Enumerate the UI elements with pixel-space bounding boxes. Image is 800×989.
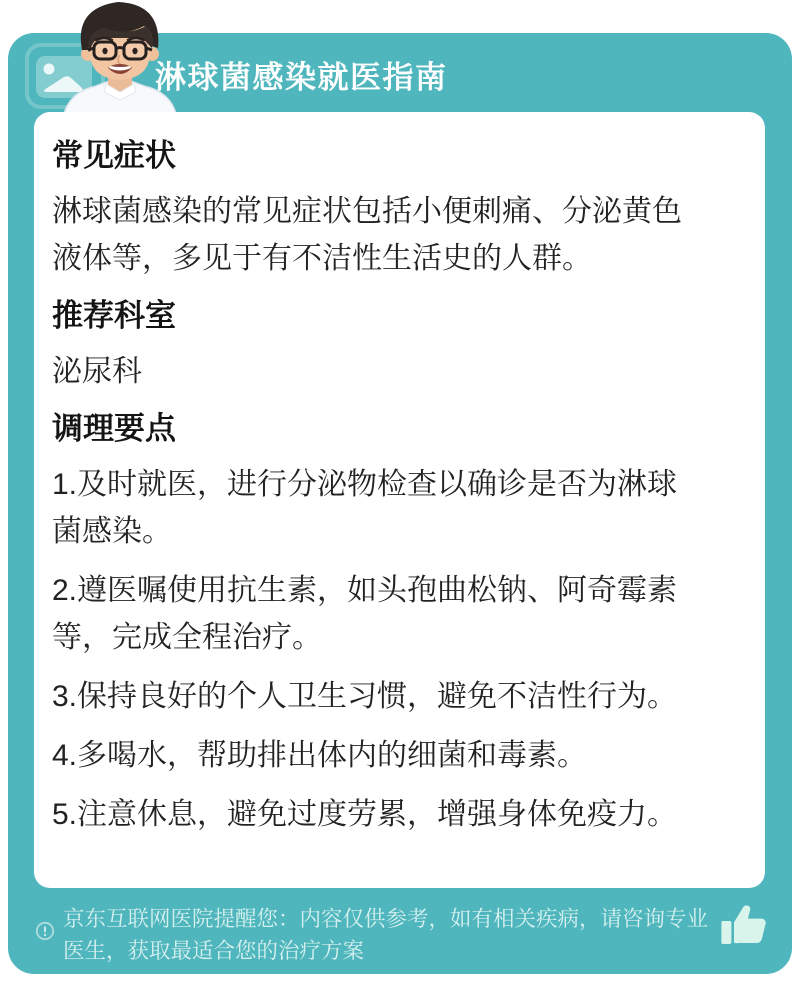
paragraph-line: 3.保持良好的个人卫生习惯，避免不洁性行为。 xyxy=(52,680,678,713)
tip-item xyxy=(52,567,751,661)
paragraph-line: 液体等，多见于有不洁性生活史的人群。 xyxy=(52,242,592,275)
paragraph-line: 淋球菌感染的常见症状包括小便刺痛、分泌黄色 xyxy=(52,195,682,228)
paragraph-line: 2.遵医嘱使用抗生素，如头孢曲松钠、阿奇霉素 xyxy=(52,574,678,607)
paragraph-line: 5.注意休息，避免过度劳累，增强身体免疫力。 xyxy=(52,798,678,831)
tips-list xyxy=(52,461,751,838)
thumbs-up-icon[interactable] xyxy=(720,902,770,948)
paragraph-line: 4.多喝水，帮助排出体内的细菌和毒素。 xyxy=(52,739,588,772)
tip-item xyxy=(52,732,751,779)
section-heading-department: 推荐科室 xyxy=(52,298,176,333)
tip-item xyxy=(52,791,751,838)
disclaimer-line: 医生，获取最适合您的治疗方案 xyxy=(63,939,365,963)
tip-item xyxy=(52,461,751,555)
paragraph-line: 菌感染。 xyxy=(52,515,172,548)
section-heading-symptoms: 常见症状 xyxy=(52,138,176,173)
section-heading-tips: 调理要点 xyxy=(52,411,176,446)
paragraph-line: 等，完成全程治疗。 xyxy=(52,621,322,654)
alert-icon xyxy=(35,921,55,941)
tip-item xyxy=(52,673,751,720)
guide-card xyxy=(34,112,765,888)
department-value: 泌尿科 xyxy=(52,355,142,388)
disclaimer-line: 京东互联网医院提醒您：内容仅供参考，如有相关疾病，请咨询专业 xyxy=(63,907,709,931)
footer-disclaimer xyxy=(63,903,733,967)
symptoms-paragraph xyxy=(52,188,751,282)
page-title: 淋球菌感染就医指南 xyxy=(155,60,448,95)
paragraph-line: 1.及时就医，进行分泌物检查以确诊是否为淋球 xyxy=(52,468,678,501)
